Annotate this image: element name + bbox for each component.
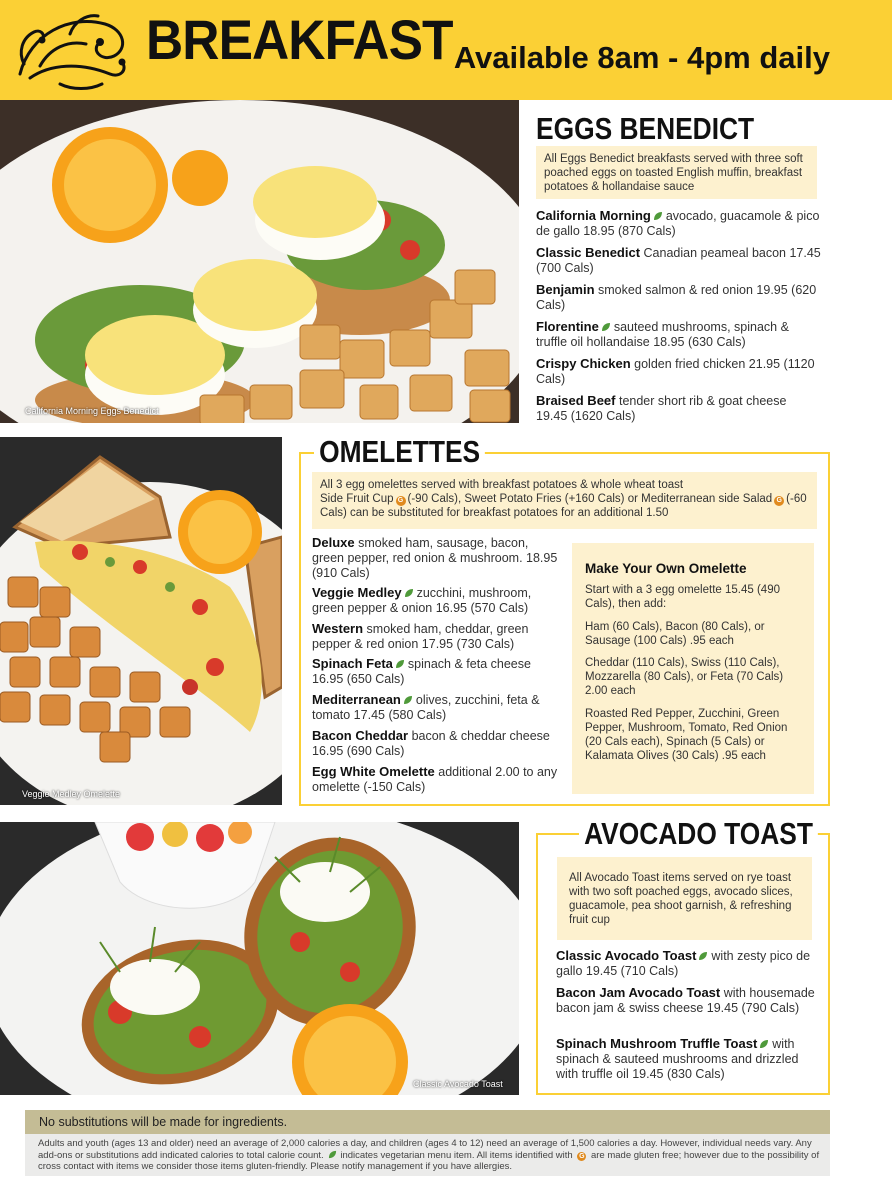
avocado-toast-photo [0,822,519,1095]
menu-item: Braised Beef tender short rib & goat cheese 19.45 (1620 Cals) [536,393,787,423]
menu-item: Benjamin smoked salmon & red onion 19.95 (620 Cals) [536,282,817,312]
gf-badge-icon: G [579,1152,585,1160]
leaf-icon [698,951,708,961]
leaf-icon [759,1039,769,1049]
header-banner [0,0,892,100]
menu-item: Bacon Jam Avocado Toast with housemade bacon jam & swiss cheese 19.45 (790 Cals) [556,985,815,1015]
menu-item: Deluxe smoked ham, sausage, bacon, green pepper, red onion & mushroom. 18.95 (910 Cals) [312,535,558,580]
menu-item: Spinach Mushroom Truffle Toast with spinach & sauteed mushrooms and drizzled with truffle oil 19.45 (830 Cals) [556,1036,799,1081]
photo-caption: Classic Avocado Toast [413,1079,503,1089]
leaf-icon [403,695,413,705]
make-your-own-line: Ham (60 Cals), Bacon (80 Cals), or Sausage (100 Cals) .95 each [585,621,765,647]
no-substitutions-bar: No substitutions will be made for ingredients. [25,1110,830,1134]
leaf-icon [601,322,611,332]
menu-item: Classic Avocado Toast with zesty pico de gallo 19.45 (710 Cals) [556,948,811,978]
section-title-omelettes: OMELETTES [314,436,485,467]
calorie-disclaimer: Adults and youth (ages 13 and older) need an average of 2,000 calories a day, and children (ages 4 to 12) need an average of 1,500 calories a day. However, individual needs vary. Any add-ons or substitutions add indicated calories to total calorie count. indicates vegetarian menu item. All items identified with G are made gluten free; however due to the possibility of cross contact with items we consider those items gluten-friendly. Please notify management if you have allergies. [25,1134,830,1176]
make-your-own-title: Make Your Own Omelette [585,561,747,576]
menu-item: Crispy Chicken golden fried chicken 21.95 (1120 Cals) [536,356,815,386]
avocado-toast-note: All Avocado Toast items served on rye toast with two soft poached eggs, avocado slices, guacamole, pea shoot garnish, & refreshing fruit cup [557,857,812,940]
menu-item: Spinach Feta spinach & feta cheese 16.95 (650 Cals) [312,656,531,686]
photo-caption: California Morning Eggs Benedict [25,406,159,416]
gf-badge-icon: G [396,496,406,506]
leaf-icon [653,211,663,221]
menu-item: Florentine sauteed mushrooms, spinach & truffle oil hollandaise 18.95 (630 Cals) [536,319,789,349]
menu-item: Mediterranean olives, zucchini, feta & tomato 17.45 (580 Cals) [312,692,540,722]
leaf-icon [404,588,414,598]
flourish-logo [10,4,135,96]
hours-text: Available 8am - 4pm daily [453,40,830,75]
menu-item: Egg White Omelette additional 2.00 to any omelette (-150 Cals) [312,764,558,794]
menu-item: Classic Benedict Canadian peameal bacon 17.45 (700 Cals) [536,245,821,275]
menu-item: Western smoked ham, cheddar, green pepper & red onion 17.95 (730 Cals) [312,621,529,651]
photo-caption: Veggie Medley Omelette [22,789,121,799]
menu-item: California Morning avocado, guacamole & pico de gallo 18.95 (870 Cals) [536,208,820,238]
make-your-own-line: Roasted Red Pepper, Zucchini, Green Pepper, Mushroom, Tomato, Red Onion (20 Cals each), Spinach (5 Cals) or Kalamata Olives (30 Cals) .95 each [585,708,788,762]
menu-item: Bacon Cheddar bacon & cheddar cheese 16.95 (690 Cals) [312,728,550,758]
page-title: BREAKFAST [146,8,453,71]
eggs-benedict-photo [0,100,519,423]
gf-badge-icon: G [774,496,784,506]
make-your-own-panel [572,543,814,794]
make-your-own-line: Start with a 3 egg omelette 15.45 (490 Cals), then add: [585,584,780,610]
eggs-benedict-note: All Eggs Benedict breakfasts served with three soft poached eggs on toasted English muffin, breakfast potatoes & hollandaise sauce [536,146,817,199]
leaf-icon [395,659,405,669]
make-your-own-line: Cheddar (110 Cals), Swiss (110 Cals), Mozzarella (80 Cals), or Feta (70 Cals) 2.00 each [585,657,784,697]
menu-item: Veggie Medley zucchini, mushroom, green pepper & onion 16.95 (570 Cals) [312,585,532,615]
omelette-photo [0,437,282,805]
leaf-icon [328,1150,337,1159]
section-title-eggs-benedict: EGGS BENEDICT [536,111,755,146]
section-title-avocado-toast: AVOCADO TOAST [579,818,818,849]
omelettes-note: All 3 egg omelettes served with breakfast potatoes & whole wheat toast Side Fruit Cup G (-90 Cals), Sweet Potato Fries (+160 Cals) or Mediterranean side Salad G (-60 Cals) can be substituted for breakfast potatoes for an additional 1.50 [312,472,817,529]
